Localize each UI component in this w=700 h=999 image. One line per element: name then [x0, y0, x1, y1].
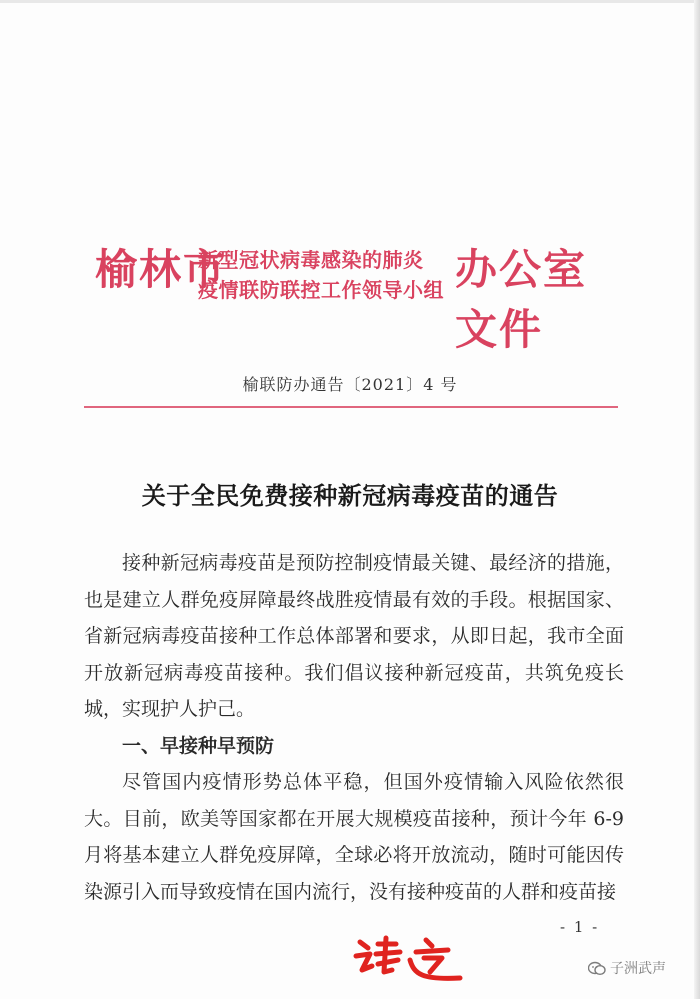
header-office: 办公室文件	[455, 245, 588, 354]
red-divider-line	[84, 406, 618, 408]
header-org-line2: 疫情联防联控工作领导小组	[198, 280, 444, 302]
scan-top-edge	[0, 0, 700, 3]
document-body	[84, 545, 624, 910]
watermark	[588, 958, 666, 978]
intro-paragraph: 接种新冠病毒疫苗是预防控制疫情最关键、最经济的措施，也是建立人群免疫屏障最终战胜疫情最有效的手段。根据国家、省新冠病毒疫苗接种工作总体部署和要求，从即日起，我市全面开放新冠病毒疫苗接种。我们倡议接种新冠疫苗，共筑免疫长城，实现护人护己。	[84, 552, 624, 720]
page-number: - 1 -	[560, 918, 600, 936]
watermark-text: 子洲武声	[610, 961, 666, 977]
section-paragraph: 尽管国内疫情形势总体平稳，但国外疫情输入风险依然很大。目前，欧美等国家都在开展大规模疫苗接种，预计今年 6-9 月将基本建立人群免疫屏障，全球必将开放流动，随时可能因传染源引入而导致疫情在国内流行，没有接种疫苗的人群和疫苗接	[84, 771, 624, 903]
header-city: 榆林市	[95, 245, 228, 294]
chat-bubble-icon	[588, 961, 606, 977]
header-org-line1: 新型冠状病毒感染的肺炎	[198, 250, 424, 272]
document-title: 关于全民免费接种新冠病毒疫苗的通告	[141, 482, 559, 510]
handwritten-signature	[352, 930, 472, 990]
section-heading: 一、早接种早预防	[122, 734, 275, 757]
red-header	[95, 236, 615, 354]
header-organization	[198, 246, 444, 306]
document-number: 榆联防办通告〔2021〕4 号	[242, 375, 458, 394]
